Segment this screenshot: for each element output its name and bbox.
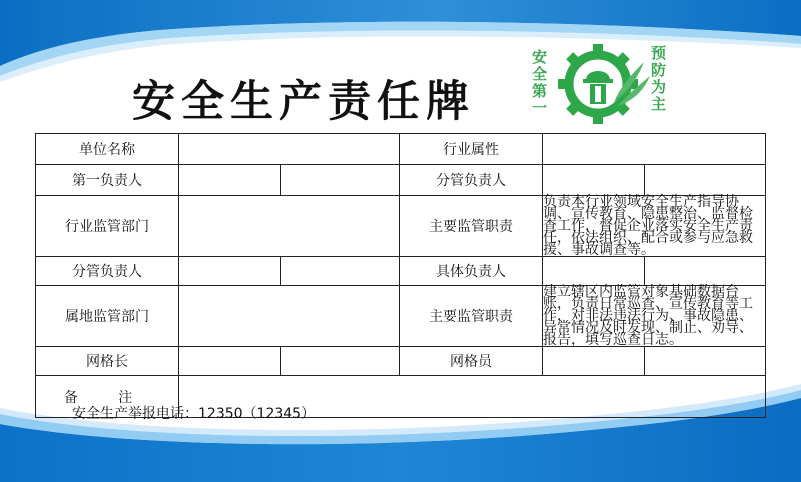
logo-left-text: 安全第一 <box>532 48 548 117</box>
logo-right-text: 预防为主 <box>651 44 667 113</box>
industry-dept-field[interactable] <box>179 196 400 257</box>
charge-responsible-label: 分管负责人 <box>400 165 543 196</box>
table-row <box>36 134 766 165</box>
responsibility-table <box>35 133 766 418</box>
report-hotline: 安全生产举报电话：12350（12345） <box>72 406 316 422</box>
grid-member-name-field[interactable] <box>543 347 645 376</box>
safety-logo <box>528 40 668 128</box>
table-row <box>36 196 766 257</box>
grid-member-label: 网格员 <box>400 347 543 376</box>
local-dept-field[interactable] <box>179 286 400 347</box>
industry-label: 行业属性 <box>400 134 543 165</box>
table-row <box>36 347 766 376</box>
table-row <box>36 165 766 196</box>
local-dept-label: 属地监管部门 <box>36 286 179 347</box>
first-responsible-label: 第一负责人 <box>36 165 179 196</box>
unit-name-label: 单位名称 <box>36 134 179 165</box>
grid-leader-name-field[interactable] <box>179 347 281 376</box>
specific-responsible-name-field[interactable] <box>543 257 645 286</box>
charge-responsible-2-phone-field[interactable] <box>281 257 400 286</box>
industry-dept-label: 行业监管部门 <box>36 196 179 257</box>
charge-responsible-2-label: 分管负责人 <box>36 257 179 286</box>
main-duty-text: 负责本行业领域安全生产指导协调、宣传教育、隐患整治、监督检查工作，督促企业落实安全生产责任，依法组织、配合或参与应急救援、事故调查等。 <box>543 196 766 257</box>
table-row <box>36 286 766 347</box>
charge-responsible-2-name-field[interactable] <box>179 257 281 286</box>
unit-name-field[interactable] <box>179 134 400 165</box>
main-duty-2-label: 主要监管职责 <box>400 286 543 347</box>
main-duty-2-text: 建立辖区内监管对象基础数据台账，负责日常巡查、宣传教育等工作，对非法违法行为、事故隐患、异常情况及时发现、制止、劝导、报告，填写巡查日志。 <box>543 286 766 347</box>
specific-responsible-phone-field[interactable] <box>645 257 766 286</box>
remarks-label: 备 注 <box>36 376 179 418</box>
charge-responsible-name-field[interactable] <box>543 165 645 196</box>
first-responsible-phone-field[interactable] <box>281 165 400 196</box>
grid-leader-phone-field[interactable] <box>281 347 400 376</box>
grid-leader-label: 网格长 <box>36 347 179 376</box>
page-title: 安全生产责任牌 <box>132 77 475 127</box>
charge-responsible-phone-field[interactable] <box>645 165 766 196</box>
grid-member-phone-field[interactable] <box>645 347 766 376</box>
specific-responsible-label: 具体负责人 <box>400 257 543 286</box>
industry-field[interactable] <box>543 134 766 165</box>
main-duty-label: 主要监管职责 <box>400 196 543 257</box>
table-row <box>36 257 766 286</box>
first-responsible-name-field[interactable] <box>179 165 281 196</box>
